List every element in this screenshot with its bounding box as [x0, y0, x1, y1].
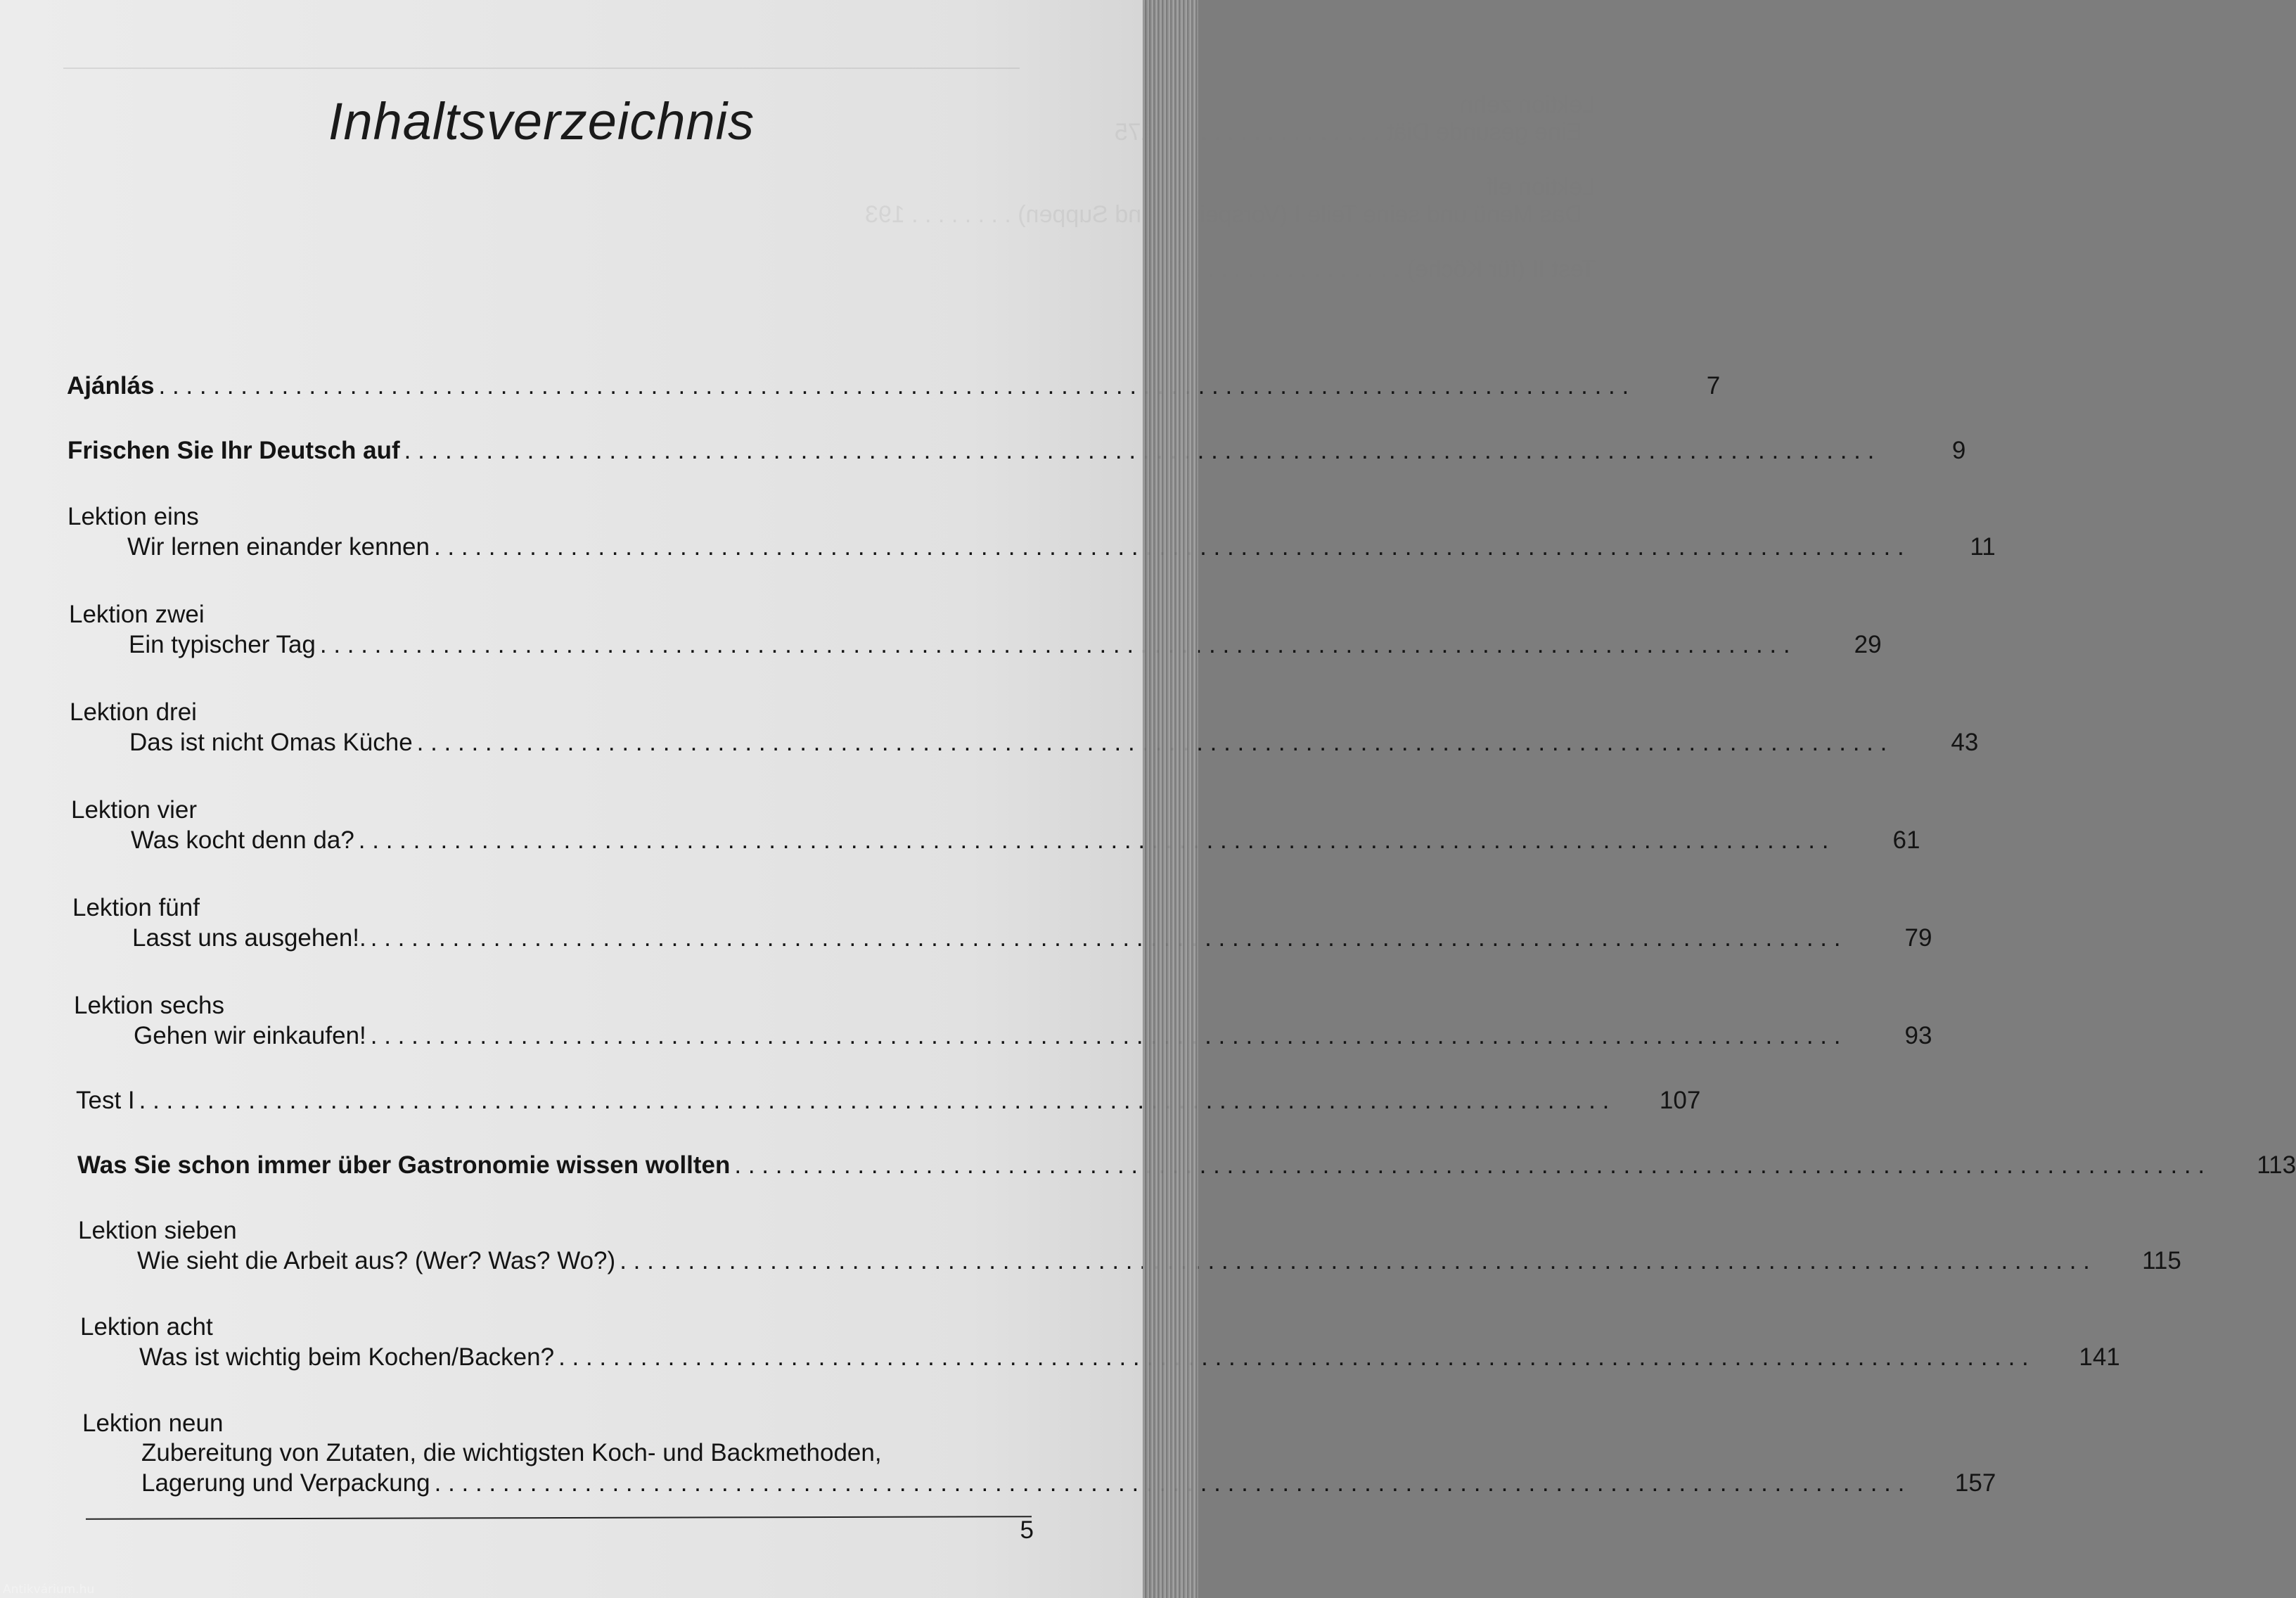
entry-title: Was Sie schon immer über Gastronomie wissen wollten	[77, 1151, 731, 1179]
toc-entry-lektion-zwei	[129, 630, 1882, 660]
page-number: 115	[2142, 1247, 2181, 1274]
page-number: 43	[1951, 729, 1979, 756]
entry-title: Was ist wichtig beim Kochen/Backen?	[139, 1343, 555, 1371]
toc-entry-lektion-acht	[139, 1343, 2120, 1372]
leader-dots	[371, 923, 1841, 953]
toc-entry-frischen	[68, 436, 1966, 466]
entry-title: Test I	[76, 1087, 135, 1114]
lektion-label: Lektion sechs	[74, 992, 225, 1019]
page-number: 157	[1954, 1469, 1996, 1497]
folio-number: 5	[1020, 1516, 1034, 1544]
page-number: 93	[1904, 1022, 1932, 1049]
page-number: 107	[1659, 1087, 1701, 1114]
toc-entry-lektion-drei	[129, 728, 1979, 758]
watermark: Antikvárium.hu	[3, 1583, 95, 1597]
leader-dots	[139, 1086, 1610, 1116]
lektion-label: Lektion sieben	[78, 1217, 237, 1244]
page-number: 61	[1892, 826, 1920, 854]
page-number: 79	[1904, 924, 1932, 952]
lektion-label: Lektion drei	[70, 698, 197, 726]
page-stack-edge	[1143, 0, 1198, 1598]
toc-entry-lektion-sieben	[137, 1246, 2181, 1276]
entry-title: Gehen wir einkaufen!	[134, 1022, 366, 1049]
show-through-text: Lektion zehn Eine gesunde Diät . . . . . . . . . . . . . . 175 Lektion elf Das Menü und seine Teile I (Vorspeisen und Suppen) . . . . . . . . 193 Test II (für Köche) . . . . . . . . . . . . . . .	[865, 91, 1596, 283]
toc-entry-lektion-sechs	[134, 1021, 1932, 1051]
toc-entry-lektion-neun	[141, 1469, 1996, 1498]
leader-dots	[734, 1151, 2205, 1180]
entry-title: Ein typischer Tag	[129, 631, 316, 658]
page-number: 11	[1970, 533, 1996, 561]
leader-dots	[620, 1246, 2090, 1276]
page-title: Inhaltsverzeichnis	[328, 92, 755, 151]
leader-dots	[404, 436, 1875, 466]
leader-dots	[371, 1021, 1841, 1051]
lektion-label: Lektion acht	[80, 1313, 213, 1341]
entry-title: Das ist nicht Omas Küche	[129, 729, 413, 756]
lektion-label: Lektion vier	[71, 796, 197, 824]
page-number: 113	[2257, 1151, 2296, 1179]
page-number: 7	[1706, 372, 1721, 400]
entry-title: Frischen Sie Ihr Deutsch auf	[68, 437, 400, 464]
entry-title-line-1: Zubereitung von Zutaten, die wichtigsten Koch- und Backmethoden,	[141, 1439, 882, 1466]
toc-entry-ajanlas	[67, 371, 1721, 401]
top-divider	[63, 68, 1020, 69]
page-number: 141	[2079, 1343, 2120, 1371]
toc-entry-gastronomie	[77, 1151, 2296, 1180]
page-number: 9	[1951, 437, 1966, 464]
bottom-divider	[86, 1516, 1032, 1520]
entry-title: Wir lernen einander kennen	[127, 533, 430, 561]
entry-title: Lasst uns ausgehen!.	[132, 924, 366, 952]
entry-title: Ajánlás	[67, 372, 155, 400]
toc-entry-test-1	[76, 1086, 1701, 1116]
toc-entry-lektion-fuenf	[132, 923, 1932, 953]
entry-title: Was kocht denn da?	[131, 826, 354, 854]
leader-dots	[320, 630, 1790, 660]
page-number: 29	[1854, 631, 1882, 658]
toc-entry-lektion-vier	[131, 826, 1920, 855]
lektion-label: Lektion neun	[82, 1410, 224, 1437]
toc-entry-lektion-eins	[127, 532, 1996, 562]
entry-title: Lagerung und Verpackung	[141, 1469, 430, 1497]
leader-dots	[558, 1343, 2029, 1372]
lektion-label: Lektion eins	[68, 503, 199, 530]
lektion-label: Lektion zwei	[69, 601, 205, 628]
lektion-label: Lektion fünf	[72, 894, 200, 921]
leader-dots	[359, 826, 1829, 855]
entry-title: Wie sieht die Arbeit aus? (Wer? Was? Wo?)	[137, 1247, 616, 1274]
leader-dots	[159, 371, 1629, 401]
